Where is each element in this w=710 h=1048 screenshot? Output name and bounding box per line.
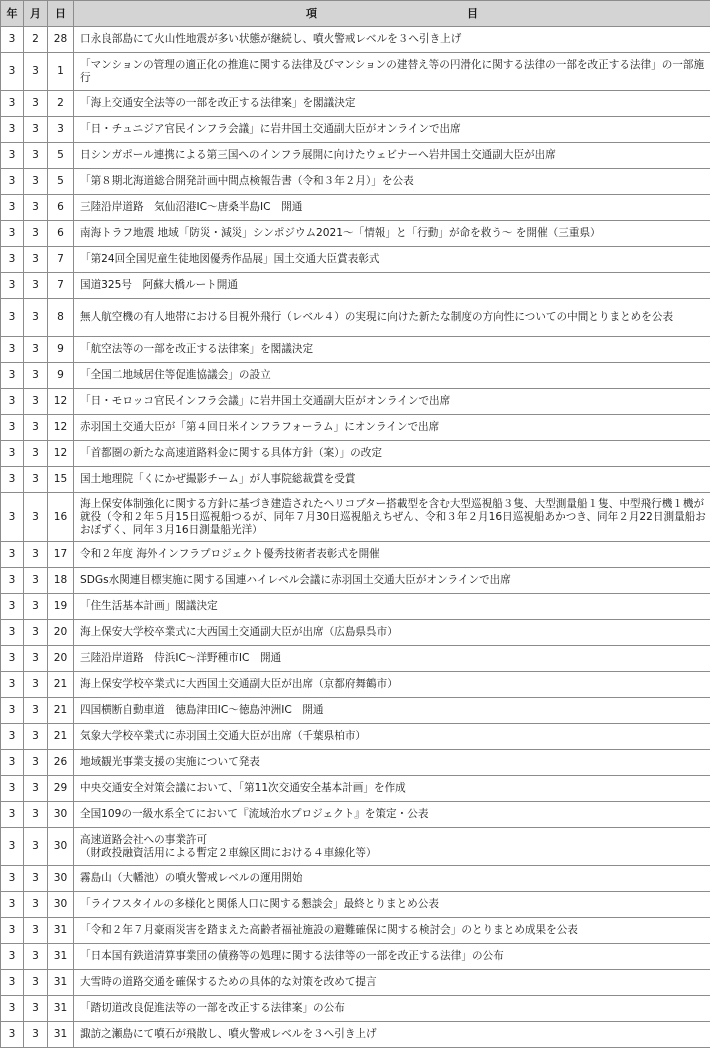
item-cell: 「航空法等の一部を改正する法律案」を閣議決定 — [74, 337, 710, 363]
table-row — [1, 996, 710, 1022]
year-cell: 3 — [1, 221, 24, 247]
item-cell: 無人航空機の有人地帯における目視外飛行（レベル４）の実現に向けた新たな制度の方向性についての中間とりまとめを公表 — [74, 299, 710, 337]
table-row — [1, 866, 710, 892]
item-cell: 海上保安体制強化に関する方針に基づき建造されたヘリコプター搭載型を含む大型巡視船３隻、大型測量船１隻、中型飛行機１機が就役（令和２年５月15日巡視船つるが、同年７月30日巡視船えちぜん、令和３年２月16日巡視船あかつき、同年２月22日測量船おおぼずく、同年３月16日測量船光洋） — [74, 493, 710, 542]
item-cell: 「海上交通安全法等の一部を改正する法律案」を閣議決定 — [74, 91, 710, 117]
year-cell: 3 — [1, 273, 24, 299]
table-row — [1, 221, 710, 247]
year-cell: 3 — [1, 493, 24, 542]
item-header — [74, 1, 710, 27]
day-cell: 6 — [48, 195, 74, 221]
month-cell: 3 — [24, 221, 48, 247]
year-cell: 3 — [1, 299, 24, 337]
year-cell: 3 — [1, 776, 24, 802]
table-row — [1, 944, 710, 970]
table-body — [1, 27, 710, 1048]
month-cell: 3 — [24, 620, 48, 646]
day-cell: 30 — [48, 802, 74, 828]
year-cell: 3 — [1, 802, 24, 828]
item-cell: 中央交通安全対策会議において、「第11次交通安全基本計画」を作成 — [74, 776, 710, 802]
month-cell: 3 — [24, 53, 48, 91]
month-cell: 3 — [24, 91, 48, 117]
month-cell: 3 — [24, 568, 48, 594]
item-cell: 地域観光事業支援の実施について発表 — [74, 750, 710, 776]
year-cell: 3 — [1, 750, 24, 776]
day-cell: 3 — [48, 117, 74, 143]
item-cell: 「令和２年７月豪雨災害を踏まえた高齢者福祉施設の避難確保に関する検討会」のとりまとめ成果を公表 — [74, 918, 710, 944]
year-cell: 3 — [1, 53, 24, 91]
item-cell: 「第８期北海道総合開発計画中間点検報告書（令和３年２月）」を公表 — [74, 169, 710, 195]
item-cell: 「踏切道改良促進法等の一部を改正する法律案」の公布 — [74, 996, 710, 1022]
table-row — [1, 828, 710, 866]
table-row — [1, 169, 710, 195]
day-cell: 6 — [48, 221, 74, 247]
month-cell: 3 — [24, 542, 48, 568]
table-row — [1, 776, 710, 802]
table-row — [1, 620, 710, 646]
month-cell: 3 — [24, 389, 48, 415]
item-cell: 「住生活基本計画」閣議決定 — [74, 594, 710, 620]
month-cell: 3 — [24, 195, 48, 221]
item-cell: 「マンションの管理の適正化の推進に関する法律及びマンションの建替え等の円滑化に関する法律の一部を改正する法律」の一部施行 — [74, 53, 710, 91]
day-cell: 28 — [48, 27, 74, 53]
item-cell: 国土地理院「くにかぜ撮影チーム」が人事院総裁賞を受賞 — [74, 467, 710, 493]
year-cell: 3 — [1, 698, 24, 724]
month-cell: 3 — [24, 750, 48, 776]
month-cell: 3 — [24, 672, 48, 698]
table-row — [1, 117, 710, 143]
day-cell: 1 — [48, 53, 74, 91]
month-cell: 3 — [24, 299, 48, 337]
month-cell: 3 — [24, 1022, 48, 1048]
item-cell: 「ライフスタイルの多様化と関係人口に関する懇談会」最終とりまとめ公表 — [74, 892, 710, 918]
day-cell: 12 — [48, 415, 74, 441]
month-cell: 3 — [24, 996, 48, 1022]
table-row — [1, 698, 710, 724]
table-row — [1, 389, 710, 415]
table-row — [1, 594, 710, 620]
table-row — [1, 299, 710, 337]
table-row — [1, 415, 710, 441]
item-cell: 三陸沿岸道路 侍浜IC〜洋野種市IC 開通 — [74, 646, 710, 672]
day-cell: 30 — [48, 892, 74, 918]
header-row — [1, 1, 710, 27]
table-row — [1, 53, 710, 91]
table-row — [1, 493, 710, 542]
day-cell: 21 — [48, 672, 74, 698]
item-cell: 霧島山（大幡池）の噴火警戒レベルの運用開始 — [74, 866, 710, 892]
year-cell: 3 — [1, 724, 24, 750]
day-cell: 30 — [48, 866, 74, 892]
day-cell: 7 — [48, 273, 74, 299]
item-cell: SDGs水関連目標実施に関する国連ハイレベル会議に赤羽国土交通大臣がオンラインで出席 — [74, 568, 710, 594]
item-cell: 気象大学校卒業式に赤羽国土交通大臣が出席（千葉県柏市） — [74, 724, 710, 750]
day-cell: 31 — [48, 1022, 74, 1048]
day-cell: 31 — [48, 918, 74, 944]
year-cell: 3 — [1, 91, 24, 117]
day-cell: 30 — [48, 828, 74, 866]
year-cell: 3 — [1, 672, 24, 698]
year-cell: 3 — [1, 646, 24, 672]
item-cell: 諏訪之瀬島にて噴石が飛散し、噴火警戒レベルを３へ引き上げ — [74, 1022, 710, 1048]
item-cell: 口永良部島にて火山性地震が多い状態が継続し、噴火警戒レベルを３へ引き上げ — [74, 27, 710, 53]
day-cell: 17 — [48, 542, 74, 568]
item-cell: 三陸沿岸道路 気仙沼港IC〜唐桑半島IC 開通 — [74, 195, 710, 221]
year-cell: 3 — [1, 620, 24, 646]
month-cell: 3 — [24, 892, 48, 918]
month-cell: 3 — [24, 467, 48, 493]
day-cell: 29 — [48, 776, 74, 802]
year-cell: 3 — [1, 441, 24, 467]
table-row — [1, 441, 710, 467]
year-cell: 3 — [1, 828, 24, 866]
day-cell: 9 — [48, 363, 74, 389]
day-cell: 31 — [48, 996, 74, 1022]
month-cell: 3 — [24, 594, 48, 620]
year-cell: 3 — [1, 247, 24, 273]
item-cell: 大雪時の道路交通を確保するための具体的な対策を改めて提言 — [74, 970, 710, 996]
item-cell: 高速道路会社への事業許可 （財政投融資活用による暫定２車線区間における４車線化等） — [74, 828, 710, 866]
day-cell: 7 — [48, 247, 74, 273]
day-cell: 2 — [48, 91, 74, 117]
month-cell: 3 — [24, 117, 48, 143]
table-row — [1, 363, 710, 389]
year-cell: 3 — [1, 389, 24, 415]
table-row — [1, 27, 710, 53]
year-cell: 3 — [1, 918, 24, 944]
item-cell: 「第24回全国児童生徒地図優秀作品展」国土交通大臣賞表彰式 — [74, 247, 710, 273]
table-row — [1, 337, 710, 363]
day-cell: 16 — [48, 493, 74, 542]
month-cell: 3 — [24, 337, 48, 363]
month-cell: 3 — [24, 828, 48, 866]
month-cell: 3 — [24, 776, 48, 802]
month-cell: 3 — [24, 415, 48, 441]
month-cell: 3 — [24, 698, 48, 724]
item-cell: 「日・チュニジア官民インフラ会議」に岩井国土交通副大臣がオンラインで出席 — [74, 117, 710, 143]
item-cell: 赤羽国土交通大臣が「第４回日米インフラフォーラム」にオンラインで出席 — [74, 415, 710, 441]
table-row — [1, 1022, 710, 1048]
month-cell: 3 — [24, 247, 48, 273]
day-cell: 21 — [48, 724, 74, 750]
day-cell: 18 — [48, 568, 74, 594]
year-cell: 3 — [1, 467, 24, 493]
month-cell: 3 — [24, 970, 48, 996]
year-cell: 3 — [1, 996, 24, 1022]
day-cell: 12 — [48, 441, 74, 467]
year-cell: 3 — [1, 970, 24, 996]
day-cell: 8 — [48, 299, 74, 337]
year-cell: 3 — [1, 866, 24, 892]
table-row — [1, 646, 710, 672]
table-row — [1, 672, 710, 698]
month-cell: 3 — [24, 441, 48, 467]
table-row — [1, 143, 710, 169]
year-cell: 3 — [1, 594, 24, 620]
day-cell: 19 — [48, 594, 74, 620]
month-cell: 3 — [24, 724, 48, 750]
month-cell: 3 — [24, 143, 48, 169]
month-cell: 3 — [24, 493, 48, 542]
month-cell: 3 — [24, 918, 48, 944]
table-row — [1, 724, 710, 750]
item-cell: 国道325号 阿蘇大橋ルート開通 — [74, 273, 710, 299]
year-cell: 3 — [1, 363, 24, 389]
item-cell: 日シンガポール連携による第三国へのインフラ展開に向けたウェビナーへ岩井国土交通副大臣が出席 — [74, 143, 710, 169]
table-row — [1, 802, 710, 828]
day-cell: 5 — [48, 169, 74, 195]
table-row — [1, 918, 710, 944]
item-cell: 「日・モロッコ官民インフラ会議」に岩井国土交通副大臣がオンラインで出席 — [74, 389, 710, 415]
table-row — [1, 750, 710, 776]
day-header: 日 — [48, 1, 74, 27]
year-cell: 3 — [1, 542, 24, 568]
year-cell: 3 — [1, 337, 24, 363]
year-cell: 3 — [1, 568, 24, 594]
year-cell: 3 — [1, 117, 24, 143]
month-cell: 3 — [24, 944, 48, 970]
day-cell: 21 — [48, 698, 74, 724]
table-row — [1, 542, 710, 568]
item-cell: 「日本国有鉄道清算事業団の債務等の処理に関する法律等の一部を改正する法律」の公布 — [74, 944, 710, 970]
day-cell: 20 — [48, 620, 74, 646]
year-cell: 3 — [1, 169, 24, 195]
item-cell: 「首都圏の新たな高速道路料金に関する具体方針（案）」の改定 — [74, 441, 710, 467]
item-cell: 海上保安大学校卒業式に大西国土交通副大臣が出席（広島県呉市） — [74, 620, 710, 646]
month-cell: 3 — [24, 866, 48, 892]
day-cell: 9 — [48, 337, 74, 363]
day-cell: 5 — [48, 143, 74, 169]
item-cell: 令和２年度 海外インフラプロジェクト優秀技術者表彰式を開催 — [74, 542, 710, 568]
year-header: 年 — [1, 1, 24, 27]
item-header-left: 項 — [306, 7, 317, 20]
item-cell: 全国109の一級水系全てにおいて『流域治水プロジェクト』を策定・公表 — [74, 802, 710, 828]
table-row — [1, 467, 710, 493]
table-row — [1, 91, 710, 117]
year-cell: 3 — [1, 415, 24, 441]
day-cell: 31 — [48, 944, 74, 970]
item-cell: 四国横断自動車道 徳島津田IC〜徳島沖洲IC 開通 — [74, 698, 710, 724]
month-cell: 2 — [24, 27, 48, 53]
year-cell: 3 — [1, 195, 24, 221]
table-row — [1, 568, 710, 594]
year-cell: 3 — [1, 892, 24, 918]
month-cell: 3 — [24, 273, 48, 299]
month-cell: 3 — [24, 169, 48, 195]
month-cell: 3 — [24, 802, 48, 828]
item-cell: 「全国二地域居住等促進協議会」の設立 — [74, 363, 710, 389]
month-header: 月 — [24, 1, 48, 27]
month-cell: 3 — [24, 363, 48, 389]
year-cell: 3 — [1, 27, 24, 53]
table-row — [1, 273, 710, 299]
day-cell: 31 — [48, 970, 74, 996]
month-cell: 3 — [24, 646, 48, 672]
day-cell: 12 — [48, 389, 74, 415]
day-cell: 15 — [48, 467, 74, 493]
year-cell: 3 — [1, 143, 24, 169]
table-row — [1, 247, 710, 273]
table-row — [1, 892, 710, 918]
day-cell: 26 — [48, 750, 74, 776]
year-cell: 3 — [1, 944, 24, 970]
item-cell: 南海トラフ地震 地域「防災・減災」シンポジウム2021〜「情報」と「行動」が命を救う〜 を開催（三重県） — [74, 221, 710, 247]
item-header-right: 目 — [467, 7, 478, 20]
table-row — [1, 970, 710, 996]
year-cell: 3 — [1, 1022, 24, 1048]
item-cell: 海上保安学校卒業式に大西国土交通副大臣が出席（京都府舞鶴市） — [74, 672, 710, 698]
table-row — [1, 195, 710, 221]
day-cell: 20 — [48, 646, 74, 672]
